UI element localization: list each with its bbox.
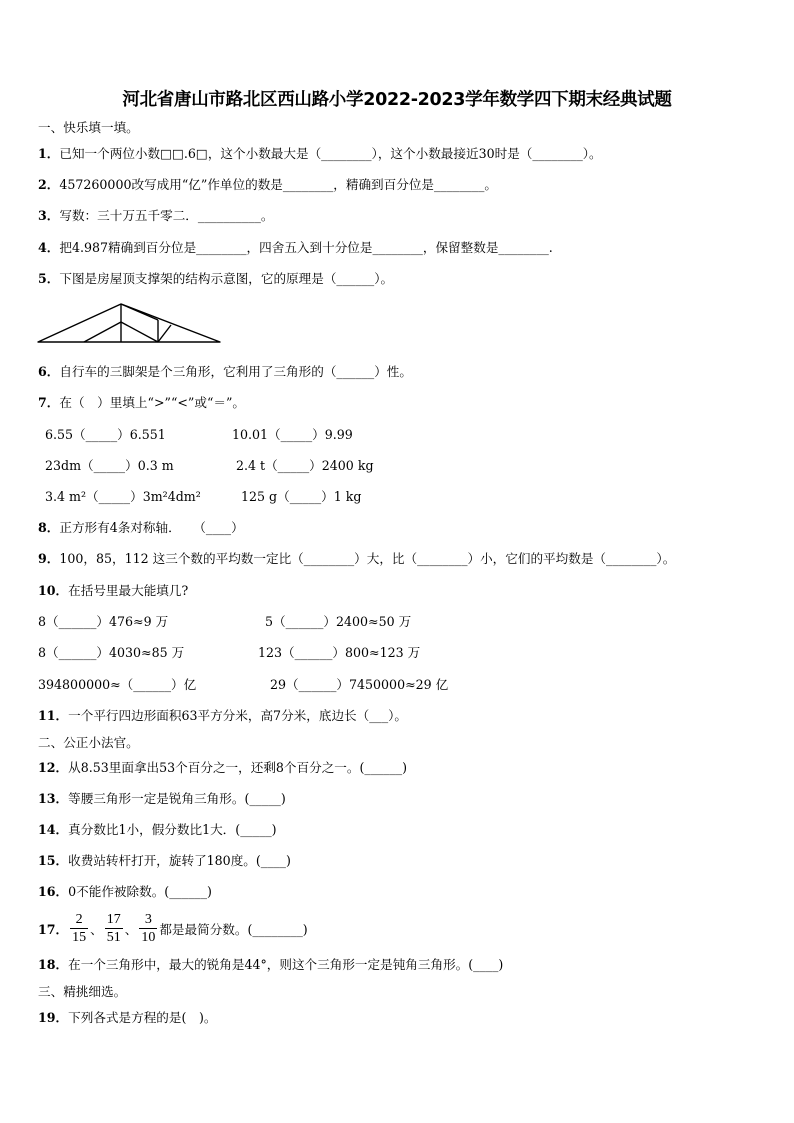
section-heading-2: 二、公正小法官。: [38, 735, 139, 750]
fraction: [70, 911, 88, 946]
question-11: [38, 707, 407, 725]
question-19: [38, 1009, 216, 1027]
question-number: 14．: [38, 822, 69, 837]
question-2: [38, 176, 497, 194]
fill-item: 394800000≈（______）亿: [38, 677, 197, 692]
denominator: 51: [106, 929, 121, 945]
question-10: [38, 582, 188, 600]
question-17: [38, 907, 308, 949]
question-text: 真分数比1小，假分数比1大．(_____): [68, 822, 277, 837]
compare-item: 3.4 m²（_____）3m²4dm²: [45, 489, 201, 504]
question-number: 3．: [38, 208, 60, 223]
question-text: 都是最简分数。(________): [159, 921, 308, 937]
fill-item: 8（______）4030≈85 万: [38, 645, 185, 660]
question-6: [38, 363, 412, 381]
fraction: [105, 911, 123, 946]
question-text: 自行车的三脚架是个三角形，它利用了三角形的（______）性。: [59, 364, 412, 379]
truss-outline: [38, 304, 220, 342]
question-text: 在（ ）里填上“>”“<”或“＝”。: [59, 395, 246, 410]
question-number: 17．: [38, 921, 69, 937]
compare-item: 23dm（_____）0.3 m: [45, 458, 174, 473]
compare-item: 6.55（_____）6.551: [45, 427, 166, 442]
compare-item: 125 g（_____）1 kg: [241, 489, 362, 504]
question-16: [38, 883, 212, 901]
question-number: 12．: [38, 760, 69, 775]
question-14: [38, 821, 277, 839]
roof-truss-diagram: [36, 302, 222, 346]
question-text: 在括号里最大能填几?: [68, 583, 189, 598]
truss-brace: [84, 322, 121, 342]
question-text: 在一个三角形中，最大的锐角是44°，则这个三角形一定是钝角三角形。(____): [68, 957, 504, 972]
question-13: [38, 790, 286, 808]
question-number: 15．: [38, 853, 69, 868]
fraction: [139, 911, 157, 946]
fill-item: 8（______）476≈9 万: [38, 614, 169, 629]
numerator: 3: [144, 911, 152, 927]
separator: 、: [124, 921, 138, 937]
question-text: 写数：三十万五千零二．__________。: [59, 208, 274, 223]
truss-brace: [121, 304, 158, 320]
question-text: 正方形有4条对称轴． （____）: [59, 520, 244, 535]
denominator: 15: [72, 929, 87, 945]
question-number: 9．: [38, 551, 60, 566]
question-number: 18．: [38, 957, 69, 972]
question-15: [38, 852, 291, 870]
question-number: 1．: [38, 146, 60, 161]
question-text: 下图是房屋顶支撑架的结构示意图，它的原理是（______）。: [59, 271, 394, 286]
denominator: 10: [141, 929, 156, 945]
compare-item: 2.4 t（_____）2400 kg: [236, 458, 374, 473]
question-number: 5．: [38, 271, 60, 286]
question-text: 等腰三角形一定是锐角三角形。(_____): [68, 791, 286, 806]
question-18: [38, 956, 503, 974]
question-3: [38, 207, 273, 225]
question-text: 0不能作被除数。(______): [68, 884, 212, 899]
question-number: 16．: [38, 884, 69, 899]
question-5: [38, 270, 393, 288]
question-text: 把4.987精确到百分位是________，四舍五入到十分位是________，保留整数是________.: [59, 240, 553, 255]
question-text: 一个平行四边形面积63平方分米，高7分米，底边长（___）。: [68, 708, 408, 723]
question-number: 6．: [38, 364, 60, 379]
truss-brace: [158, 325, 171, 342]
question-9: [38, 550, 675, 568]
question-number: 4．: [38, 240, 60, 255]
question-number: 11．: [38, 708, 69, 723]
question-text: 100，85，112 这三个数的平均数一定比（________）大，比（________）小，它们的平均数是（________）。: [59, 551, 676, 566]
question-number: 8．: [38, 520, 60, 535]
question-4: [38, 239, 553, 257]
question-number: 2．: [38, 177, 60, 192]
question-number: 13．: [38, 791, 69, 806]
question-1: [38, 145, 602, 163]
question-number: 10．: [38, 583, 69, 598]
compare-item: 10.01（_____）9.99: [232, 427, 353, 442]
section-heading-3: 三、精挑细选。: [38, 984, 127, 999]
section-heading-1: 一、快乐填一填。: [38, 120, 139, 135]
separator: 、: [90, 921, 103, 937]
question-12: [38, 759, 407, 777]
question-number: 19．: [38, 1010, 69, 1025]
truss-brace: [121, 322, 158, 342]
question-text: 收费站转杆打开，旋转了180度。(____): [68, 853, 291, 868]
fill-item: 123（______）800≈123 万: [258, 645, 421, 660]
question-8: [38, 519, 244, 537]
fill-item: 29（______）7450000≈29 亿: [270, 677, 449, 692]
numerator: 17: [106, 911, 121, 927]
fill-item: 5（______）2400≈50 万: [265, 614, 412, 629]
question-text: 457260000改写成用“亿”作单位的数是________，精确到百分位是________。: [59, 177, 497, 192]
question-text: 从8.53里面拿出53个百分之一，还剩8个百分之一。(______): [68, 760, 408, 775]
question-text: 下列各式是方程的是( )。: [68, 1010, 217, 1025]
question-7: [38, 394, 245, 412]
question-number: 7．: [38, 395, 60, 410]
numerator: 2: [75, 911, 83, 927]
page-title: 河北省唐山市路北区西山路小学2022-2023学年数学四下期末经典试题: [122, 90, 672, 110]
question-text: 已知一个两位小数□□.6□，这个小数最大是（________），这个小数最接近30时是（________）。: [59, 146, 602, 161]
